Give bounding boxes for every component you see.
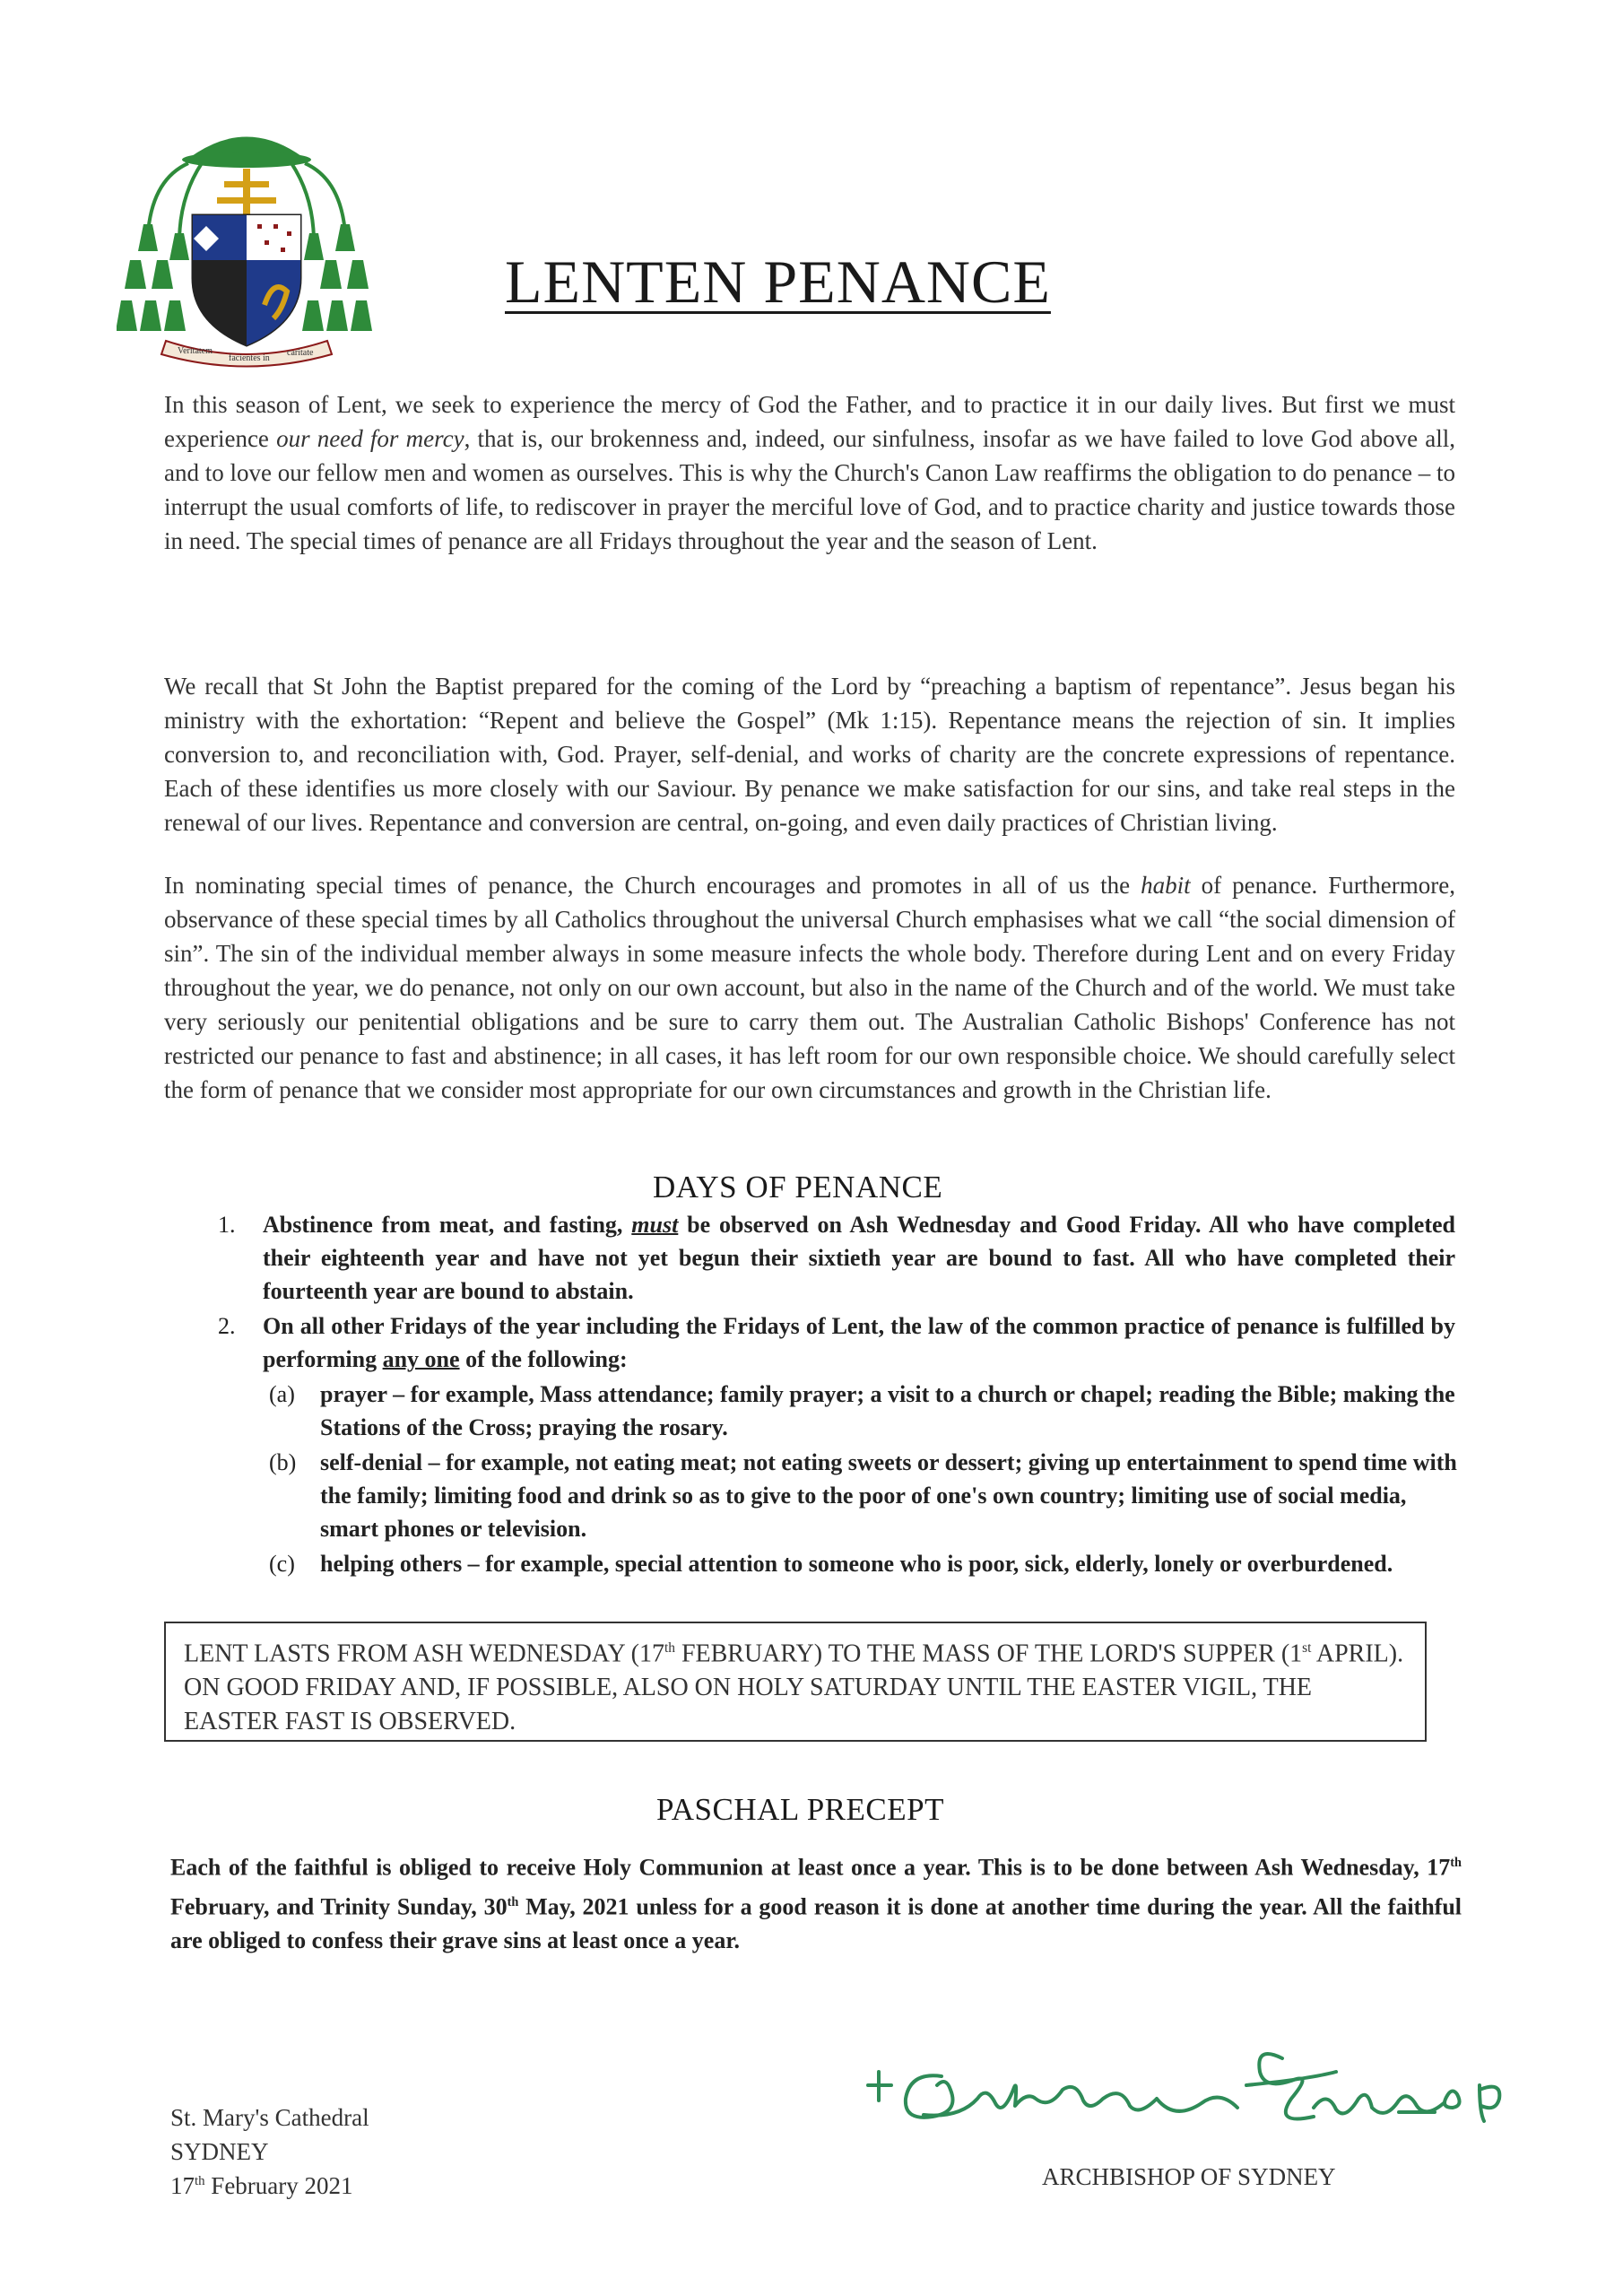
list-item-abstinence: [263, 1208, 1455, 1308]
list-item-2-text-b: of the following:: [459, 1346, 628, 1372]
sub-label-c: (c): [269, 1551, 295, 1577]
repentance-paragraph: We recall that St John the Baptist prepared for the coming of the Lord by “preaching a baptism of repentance”. Jesus began his ministry with the exhortation: “Repent and believe the Gospel” (Mk 1:15). Repentance means the rejection of sin. It implies conversion to, and reconciliation with, God. Prayer, self-denial, and works of charity are the concrete expressions of repentance. Each of these identifies us more closely with our Saviour. By penance we make satisfaction for our sins, and take real steps in the renewal of our lives. Repentance and conversion are central, on-going, and even daily practices of Christian living.: [164, 673, 1455, 836]
date-rest: February 2021: [204, 2172, 353, 2199]
paschal-sup-2: th: [507, 1894, 519, 1909]
intro-emphasis: our need for mercy: [276, 425, 464, 452]
intro-paragraph: [164, 387, 1455, 558]
intro-text-a: In this season of Lent, we seek to experience the mercy of God the Father, and to practice it in our daily lives. But first we must experience: [164, 391, 1455, 452]
list-number-2: 2.: [218, 1313, 236, 1339]
paschal-precept-paragraph: [170, 1846, 1462, 1958]
date-day: 17: [170, 2172, 195, 2199]
motto-text-middle: facientes in: [229, 353, 270, 363]
list-number-1: 1.: [218, 1212, 236, 1238]
habit-emphasis: habit: [1141, 872, 1191, 899]
handwritten-signature: [861, 2036, 1542, 2170]
page-title: LENTEN PENANCE: [505, 248, 1051, 316]
box-text-a: LENT LASTS FROM ASH WEDNESDAY (17: [184, 1639, 664, 1668]
habit-paragraph: [164, 868, 1455, 1107]
sub-item-prayer: prayer – for example, Mass attendance; family prayer; a visit to a church or chapel; reading the Bible; making the Stations of the Cross; praying the rosary.: [320, 1381, 1455, 1440]
list-item-2-text-a: On all other Fridays of the year including the Fridays of Lent, the law of the common practice of penance is fulfilled by performing: [263, 1313, 1455, 1372]
motto-text-right: caritate: [287, 348, 314, 358]
date-suffix: th: [195, 2174, 205, 2188]
box-sup-2: st: [1302, 1640, 1312, 1656]
box-text-b: FEBRUARY) TO THE MASS OF THE LORD'S SUPPER (1: [674, 1639, 1303, 1668]
letter-date: [170, 2172, 353, 2200]
address-line-cathedral: St. Mary's Cathedral: [170, 2104, 369, 2131]
list-item-1-text-a: Abstinence from meat, and fasting,: [263, 1212, 632, 1238]
list-item-1-text-b: be observed on Ash Wednesday and Good Friday. All who have completed their eighteenth year and have not yet begun their sixtieth year are bound to fast. All who have completed their fourteenth year are bound to abstain.: [263, 1212, 1456, 1304]
habit-text-a: In nominating special times of penance, the Church encourages and promotes in all of us the: [164, 872, 1141, 899]
address-line-city: SYDNEY: [170, 2138, 269, 2165]
habit-text-b: of penance. Furthermore, observance of these special times by all Catholics throughout the universal Church emphasises what we call “the social dimension of sin”. The sin of the individual member always in some measure infects the whole body. Therefore during Lent and on every Friday throughout the year, we do penance, not only on our own account, but also in the name of the Church and of the world. We must take very seriously our penitential obligations and be sure to carry them out. The Australian Catholic Bishops' Conference has not restricted our penance to fast and abstinence; in all cases, it has left room for our own responsible choice. We should carefully select the form of penance that we consider most appropriate for our own circumstances and growth in the Christian life.: [164, 872, 1455, 1103]
signer-title: ARCHBISHOP OF SYDNEY: [1042, 2163, 1336, 2190]
sub-item-self-denial: self-denial – for example, not eating meat; not eating sweets or dessert; giving up entertainment to spend time with the family; limiting food and drink so as to give to the poor of one's own country; limiting use of social media, smart phones or television.: [320, 1449, 1457, 1542]
sub-label-a: (a): [269, 1381, 295, 1407]
must-emphasis: must: [631, 1212, 679, 1238]
sub-label-b: (b): [269, 1449, 297, 1475]
paschal-text-a: Each of the faithful is obliged to receive Holy Communion at least once a year. This is to be done between Ash Wednesday, 17: [170, 1854, 1451, 1881]
days-of-penance-heading: DAYS OF PENANCE: [653, 1170, 943, 1205]
motto-text-left: Veritatem: [178, 346, 213, 356]
box-text-c: APRIL). ON GOOD FRIDAY AND, IF POSSIBLE, ALSO ON HOLY SATURDAY UNTIL THE EASTER VIGIL, THE EASTER FAST IS OBSERVED.: [184, 1639, 1404, 1736]
paschal-sup-1: th: [1450, 1856, 1462, 1870]
lent-dates-box: [164, 1622, 1427, 1742]
archdiocese-coat-of-arms: [117, 126, 377, 368]
paschal-text-b: February, and Trinity Sunday, 30: [170, 1893, 508, 1920]
intro-text-b: , that is, our brokenness and, indeed, our sinfulness, insofar as we have failed to love God above all, and to love our fellow men and women as ourselves. This is why the Church's Canon Law reaffirms the obligation to do penance – to interrupt the usual comforts of life, to rediscover in prayer the merciful love of God, and to practice charity and justice towards those in need. The special times of penance are all Fridays throughout the year and the season of Lent.: [164, 425, 1455, 554]
box-sup-1: th: [664, 1640, 675, 1656]
list-item-fridays: [263, 1309, 1455, 1376]
paschal-precept-heading: PASCHAL PRECEPT: [656, 1792, 944, 1827]
paschal-text-c: May, 2021 unless for a good reason it is done at another time during the year. All the faithful are obliged to confess their grave sins at least once a year.: [170, 1893, 1462, 1954]
sub-item-helping-others: helping others – for example, special attention to someone who is poor, sick, elderly, lonely or overburdened.: [320, 1551, 1393, 1577]
any-one-emphasis: any one: [382, 1346, 460, 1372]
